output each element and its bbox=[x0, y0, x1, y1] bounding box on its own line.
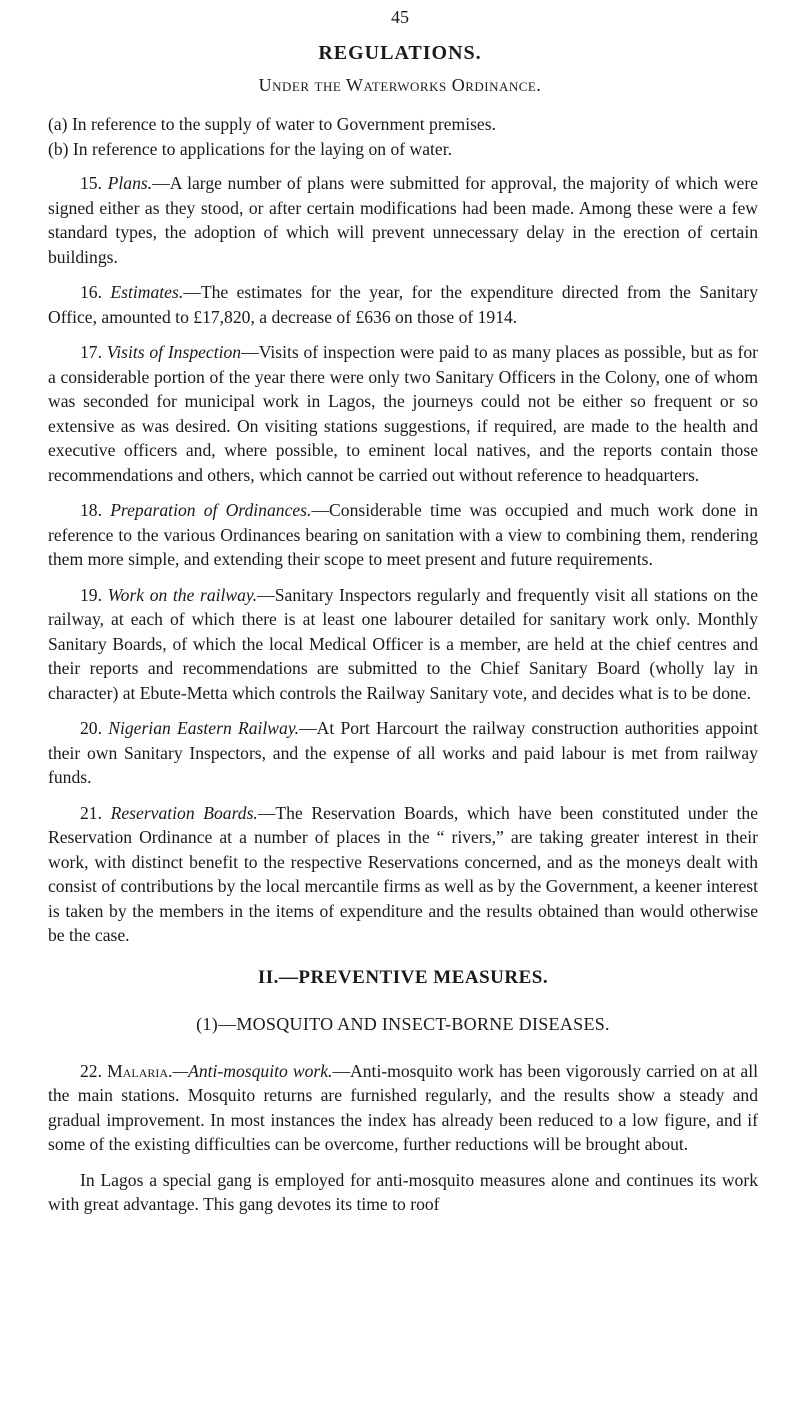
paragraph-text: —Sanitary Inspectors regularly and frequently visit all stations on the railway, at each of which there is at least one labourer detailed for sanitary work only. Monthly Sanitary Boards, of which the local Medical Officer is a member, are held at the chief centres and their reports and recommendations are submitted to the Chief Sanitary Board (wholly lay in character) at Ebute-Metta which controls the Railway Sanitary vote, and decides what is to be done. bbox=[48, 584, 759, 703]
paragraph-text: —Anti-mosquito work has been vigorously carried on at all the main stations. Mosquito returns are furnished regularly, and the results show a steady and gradual improvement. In most instances the index has already been reduced to a low figure, and if some of the existing difficulties can be overcome, further reductions will be brought about. bbox=[48, 1060, 758, 1154]
paragraph-number: 21. bbox=[80, 802, 102, 823]
paragraph-20 bbox=[48, 716, 758, 790]
paragraph-16 bbox=[48, 280, 758, 329]
section-subheading: (1)—MOSQUITO AND INSECT-BORNE DISEASES. bbox=[196, 1014, 610, 1034]
paragraph-number: 22. bbox=[80, 1060, 102, 1081]
paragraph-22 bbox=[48, 1059, 758, 1157]
paragraph-17 bbox=[48, 340, 758, 487]
paragraph-text: —Visits of inspection were paid to as many places as possible, but as for a considerable portion of the year there were only two Sanitary Officers in the Colony, one of whom was seconded for municipal work in Lagos, the journeys could not be either so frequent or so extensive as was desired. On visiting stations suggestions, if required, are made to the health and executive officers and, where possible, to eminent local natives, and the reports contain those recommendations and others, which cannot be carried out without reference to headquarters. bbox=[48, 342, 758, 485]
list-text: In reference to the supply of water to Government premises. bbox=[71, 114, 496, 134]
paragraph-title: Nigerian Eastern Railway. bbox=[108, 718, 300, 738]
paragraph-title: Plans. bbox=[107, 173, 153, 193]
paragraph-title: Estimates. bbox=[110, 282, 184, 302]
list-marker: (b) bbox=[48, 138, 69, 159]
paragraph-title: Preparation of Ordinances. bbox=[110, 500, 312, 520]
paragraph-text: —The Reservation Boards, which have been constituted under the Reservation Ordinance at a number of places in the “ rivers,” are taking greater interest in their work, with distinct benefit to the respective Reservations concerned, and as the moneys dealt with consist of contributions by the local mercantile firms as well as by the Government, a keener interest is taken by the members in the items of expenditure and the results obtained than would otherwise be the case. bbox=[48, 802, 759, 945]
paragraph-text: —Considerable time was occupied and much work done in reference to the various Ordinances bearing on sanitation with a view to combining them, rendering them more simple, and extending their scope to meet present and future requirements. bbox=[48, 500, 758, 569]
page-heading: REGULATIONS. bbox=[318, 42, 482, 64]
paragraph-text: —A large number of plans were submitted for approval, the majority of which were signed either as they stood, or after certain modifications had been made. Among these were a few standard types, the adoption of which will prevent unnecessary delay in the erection of certain buildings. bbox=[48, 173, 758, 267]
section-heading: II.—PREVENTIVE MEASURES. bbox=[257, 966, 549, 988]
paragraph-text: —At Port Harcourt the railway construction authorities appoint their own Sanitary Inspectors, and the expense of all works and paid labour is met from railway funds. bbox=[48, 718, 758, 787]
body-text bbox=[48, 112, 758, 1228]
paragraph-final: In Lagos a special gang is employed for anti-mosquito measures alone and continues its work with great advantage. This gang devotes its time to roof bbox=[48, 1169, 758, 1214]
paragraph-number: 20. bbox=[80, 718, 102, 738]
paragraph-number: 16. bbox=[80, 282, 102, 302]
list-marker: (a) bbox=[48, 114, 68, 134]
paragraph-number: 18. bbox=[80, 500, 102, 520]
list-item bbox=[48, 112, 758, 137]
paragraph-19 bbox=[48, 583, 758, 706]
page-subheading: Under the Waterworks Ordinance. bbox=[258, 75, 542, 95]
paragraph-number: 19. bbox=[80, 584, 102, 605]
paragraph-15 bbox=[48, 171, 758, 269]
paragraph-text: —The estimates for the year, for the expenditure directed from the Sanitary Office, amounted to £17,820, a decrease of £636 on those of 1914. bbox=[48, 282, 759, 327]
paragraph-label: Malaria. bbox=[107, 1060, 173, 1081]
page-number: 45 bbox=[391, 7, 409, 27]
paragraph-title: —Anti-mosquito work. bbox=[172, 1060, 333, 1081]
paragraph-21 bbox=[48, 801, 758, 948]
paragraph-title: Work on the railway. bbox=[107, 584, 258, 605]
list bbox=[48, 112, 758, 161]
paragraph-number: 15. bbox=[80, 173, 102, 193]
paragraph-title: Visits of Inspection bbox=[106, 342, 242, 362]
paragraph-18 bbox=[48, 498, 758, 572]
list-item bbox=[48, 137, 758, 162]
paragraph-number: 17. bbox=[80, 342, 102, 362]
list-text: In reference to applications for the laying on of water. bbox=[72, 138, 453, 159]
paragraph-title: Reservation Boards. bbox=[110, 802, 258, 823]
